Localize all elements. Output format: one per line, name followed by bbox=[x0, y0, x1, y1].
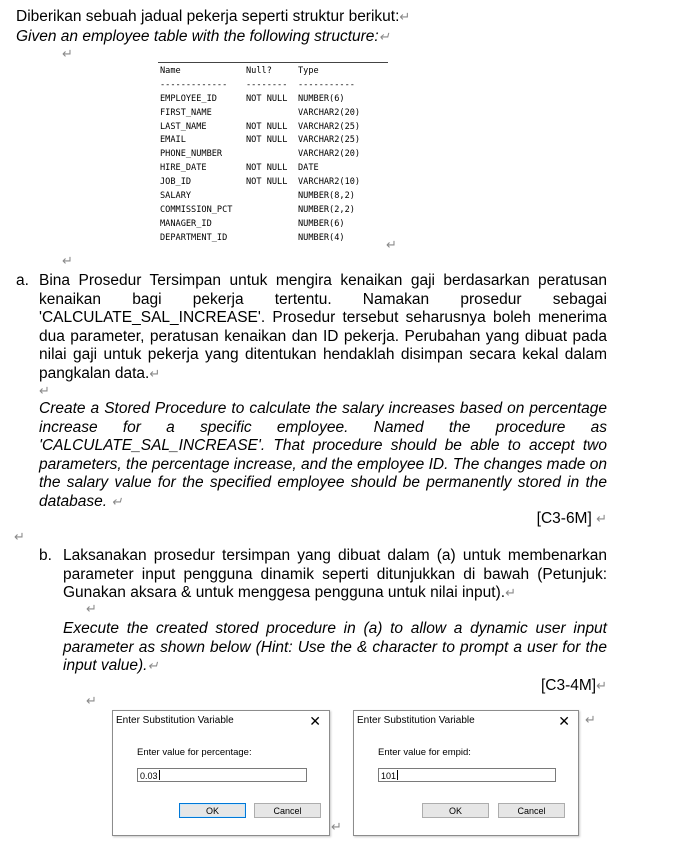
column-null: NOT NULL bbox=[246, 163, 288, 174]
column-name: JOB_ID bbox=[160, 177, 192, 188]
column-type: NUMBER(6) bbox=[298, 93, 345, 104]
column-name: MANAGER_ID bbox=[160, 218, 212, 229]
column-type: NUMBER(8,2) bbox=[298, 191, 355, 202]
column-type: VARCHAR2(20) bbox=[298, 107, 361, 118]
table-dash-row bbox=[158, 79, 388, 93]
paragraph-mark-icon: ↵ bbox=[149, 365, 161, 381]
header-null: Null? bbox=[246, 66, 272, 76]
column-null: NOT NULL bbox=[246, 135, 288, 146]
question-b-marks: [C3-4M]↵ bbox=[540, 677, 607, 694]
question-b-label: b. bbox=[39, 547, 52, 564]
column-null: NOT NULL bbox=[246, 93, 288, 104]
column-name: LAST_NAME bbox=[160, 121, 207, 132]
column-type: NUMBER(6) bbox=[298, 218, 345, 229]
column-null: NOT NULL bbox=[246, 121, 288, 132]
empid-prompt: Enter value for empid: bbox=[378, 747, 471, 758]
dash-null: -------- bbox=[246, 79, 288, 90]
paragraph-mark-icon: ↵ bbox=[585, 712, 596, 727]
table-header-row bbox=[158, 65, 388, 79]
intro-english: Given an employee table with the following structure:↵ bbox=[16, 28, 390, 45]
paragraph-mark-icon: ↵ bbox=[378, 29, 390, 44]
column-name: EMPLOYEE_ID bbox=[160, 93, 217, 104]
table-row bbox=[158, 93, 388, 107]
table-row bbox=[158, 176, 388, 190]
table-row bbox=[158, 204, 388, 218]
paragraph-mark-icon: ↵ bbox=[62, 46, 73, 61]
table-row bbox=[158, 121, 388, 135]
percentage-input[interactable] bbox=[137, 768, 307, 782]
column-name: COMMISSION_PCT bbox=[160, 204, 233, 215]
column-type: NUMBER(4) bbox=[298, 232, 345, 243]
table-row bbox=[158, 107, 388, 121]
paragraph-mark-icon: ↵ bbox=[39, 383, 50, 398]
intro-malay: Diberikan sebuah jadual pekerja seperti struktur berikut:↵ bbox=[16, 8, 411, 25]
paragraph-mark-icon: ↵ bbox=[596, 511, 607, 526]
table-row bbox=[158, 232, 388, 246]
column-name: SALARY bbox=[160, 191, 192, 202]
question-a-english: Create a Stored Procedure to calculate the salary increases based on percentage increase for a specific employee. Named the procedure as 'CALCULATE_SAL_INCREASE'. That procedure should be able to accept two parameters, the percentage increase, and the employee ID. The changes made on the salary value for the specified employee should be permanently stored in the database. ↵ bbox=[39, 400, 607, 510]
percentage-value: 0.03 bbox=[140, 771, 158, 781]
column-null: NOT NULL bbox=[246, 177, 288, 188]
close-icon[interactable]: ✕ bbox=[558, 713, 570, 729]
close-icon[interactable]: ✕ bbox=[309, 713, 321, 729]
cancel-button[interactable]: Cancel bbox=[498, 803, 565, 818]
question-a-marks: [C3-6M] ↵ bbox=[536, 510, 607, 527]
question-a-label: a. bbox=[16, 272, 29, 289]
column-type: DATE bbox=[298, 163, 319, 174]
ok-button[interactable]: OK bbox=[179, 803, 246, 818]
column-name: HIRE_DATE bbox=[160, 163, 207, 174]
dialog-title: Enter Substitution Variable bbox=[357, 715, 475, 726]
ok-button[interactable]: OK bbox=[422, 803, 489, 818]
paragraph-mark-icon: ↵ bbox=[14, 529, 25, 544]
table-row bbox=[158, 190, 388, 204]
header-type: Type bbox=[298, 66, 319, 76]
table-row bbox=[158, 218, 388, 232]
dialog-title: Enter Substitution Variable bbox=[116, 715, 234, 726]
table-row bbox=[158, 162, 388, 176]
empid-value: 101 bbox=[381, 771, 397, 781]
header-name: Name bbox=[160, 66, 181, 76]
table-row bbox=[158, 148, 388, 162]
table-row bbox=[158, 134, 388, 148]
substitution-dialog-percentage bbox=[112, 710, 330, 836]
table-top-rule bbox=[158, 62, 388, 63]
column-type: VARCHAR2(25) bbox=[298, 135, 361, 146]
paragraph-mark-icon: ↵ bbox=[596, 678, 607, 693]
paragraph-mark-icon: ↵ bbox=[147, 658, 159, 674]
text-caret bbox=[397, 770, 398, 780]
dash-type: ----------- bbox=[298, 79, 355, 90]
column-name: FIRST_NAME bbox=[160, 107, 212, 118]
paragraph-mark-icon: ↵ bbox=[399, 9, 411, 24]
question-b-english: Execute the created stored procedure in (a) to allow a dynamic user input parameter as shown below (Hint: Use the & character to prompt a user for the input value).↵ bbox=[63, 620, 607, 675]
column-name: PHONE_NUMBER bbox=[160, 149, 223, 160]
employee-table-structure bbox=[158, 62, 388, 246]
paragraph-mark-icon: ↵ bbox=[86, 601, 97, 616]
paragraph-mark-icon: ↵ bbox=[111, 493, 123, 509]
paragraph-mark-icon: ↵ bbox=[505, 585, 516, 601]
percentage-prompt: Enter value for percentage: bbox=[137, 747, 252, 758]
column-name: DEPARTMENT_ID bbox=[160, 232, 228, 243]
dash-name: ------------- bbox=[160, 79, 228, 90]
column-type: NUMBER(2,2) bbox=[298, 204, 355, 215]
column-type: VARCHAR2(20) bbox=[298, 149, 361, 160]
column-name: EMAIL bbox=[160, 135, 186, 146]
paragraph-mark-icon: ↵ bbox=[62, 253, 73, 268]
paragraph-mark-icon: ↵ bbox=[386, 237, 397, 252]
cancel-button[interactable]: Cancel bbox=[254, 803, 321, 818]
question-a-malay: Bina Prosedur Tersimpan untuk mengira kenaikan gaji berdasarkan peratusan kenaikan bagi pekerja tertentu. Namakan prosedur sebagai 'CALCULATE_SAL_INCREASE'. Prosedur tersebut seharusnya boleh menerima dua parameter, peratusan kenaikan dan ID pekerja. Perubahan yang dibuat pada nilai gaji untuk pekerja yang ditentukan hendaklah disimpan secara kekal dalam pangkalan data.↵ bbox=[39, 272, 607, 382]
empid-input[interactable] bbox=[378, 768, 556, 782]
substitution-dialog-empid bbox=[353, 710, 579, 836]
column-type: VARCHAR2(25) bbox=[298, 121, 361, 132]
paragraph-mark-icon: ↵ bbox=[86, 693, 97, 708]
column-type: VARCHAR2(10) bbox=[298, 177, 361, 188]
paragraph-mark-icon: ↵ bbox=[331, 819, 342, 834]
text-caret bbox=[159, 770, 160, 780]
question-b-malay: Laksanakan prosedur tersimpan yang dibuat dalam (a) untuk membenarkan parameter input pengguna dinamik seperti ditunjukkan di bawah (Petunjuk: Gunakan aksara & untuk menggesa pengguna untuk nilai input).↵ bbox=[63, 547, 607, 602]
